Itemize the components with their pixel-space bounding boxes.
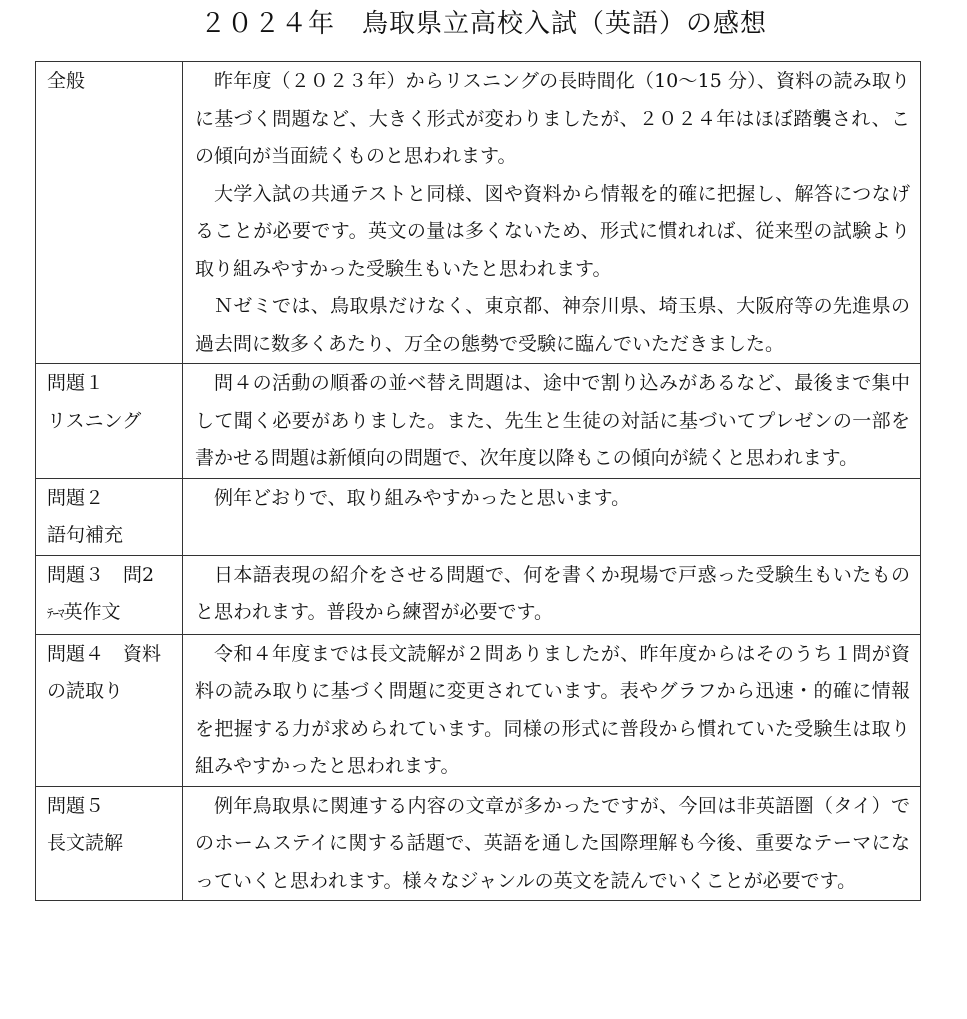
table-row [36, 364, 921, 479]
section-body [183, 364, 921, 479]
section-body [183, 786, 921, 901]
section-label-line [47, 594, 176, 634]
paragraph: 大学入試の共通テストと同様、図や資料から情報を的確に把握し、解答につなげることが必要です。英文の量は多くないため、形式に慣れれば、従来型の試験より取り組みやすかった受験生もいたと思われます。 [195, 182, 910, 280]
section-label-line: の読取り [47, 680, 124, 702]
section-label-line: リスニング [47, 409, 142, 432]
section-label-small: ﾃｰﾏ [47, 607, 64, 622]
review-table [35, 61, 921, 901]
section-label [36, 555, 183, 634]
table-row [36, 786, 921, 901]
paragraph: 令和４年度までは長文読解が２問ありましたが、昨年度からはそのうち１問が資料の読み取りに基づく問題に変更されています。表やグラフから迅速・的確に情報を把握する力が求められています。同様の形式に普段から慣れていた受験生は取り組みやすかったと思われます。 [195, 642, 910, 777]
table-row [36, 555, 921, 634]
section-label-line: 問題２ [47, 486, 105, 509]
paragraph: 問４の活動の順番の並べ替え問題は、途中で割り込みがあるなど、最後まで集中して聞く必要がありました。また、先生と生徒の対話に基づいてプレゼンの一部を書かせる問題は新傾向の問題で、次年度以降もこの傾向が続くと思われます。 [195, 372, 910, 469]
page-title: ２０２４年 鳥取県立高校入試（英語）の感想 [199, 9, 767, 39]
paragraph: Ｎゼミでは、鳥取県だけなく、東京都、神奈川県、埼玉県、大阪府等の先進県の過去問に数多くあたり、万全の態勢で受験に臨んでいただきました。 [195, 295, 910, 355]
section-label [36, 364, 183, 479]
section-label-line: 問題４ 資料 [47, 642, 162, 665]
section-body [183, 478, 921, 555]
table-row [36, 62, 921, 364]
section-label-line: 問題１ [47, 372, 105, 394]
table-row [36, 634, 921, 786]
paragraph: 例年鳥取県に関連する内容の文章が多かったですが、今回は非英語圏（タイ）でのホームステイに関する話題で、英語を通した国際理解も今後、重要なテーマになっていくと思われます。様々なジャンルの英文を読んでいくことが必要です。 [195, 794, 910, 892]
section-label-line: 問題３ 問2 [47, 563, 155, 586]
paragraph: 昨年度（２０２３年）からリスニングの長時間化（10～15 分）、資料の読み取りに基づく問題など、大きく形式が変わりましたが、２０２４年はほぼ踏襲され、この傾向が当面続くものと思われます。 [195, 70, 910, 167]
section-body [183, 62, 921, 364]
section-label-line: 語句補充 [47, 524, 124, 546]
section-body [183, 634, 921, 786]
section-label-line: 問題５ [47, 794, 105, 817]
section-label-rest: 英作文 [63, 601, 121, 623]
section-label [36, 478, 183, 555]
section-label-line: 長文読解 [47, 832, 124, 854]
section-label [36, 634, 183, 786]
section-body [183, 555, 921, 634]
section-label-line: 全般 [47, 70, 86, 92]
section-label [36, 786, 183, 901]
table-row [36, 478, 921, 555]
section-label [36, 62, 183, 364]
paragraph: 日本語表現の紹介をさせる問題で、何を書くか現場で戸惑った受験生もいたものと思われます。普段から練習が必要です。 [195, 563, 910, 623]
paragraph: 例年どおりで、取り組みやすかったと思います。 [214, 486, 631, 509]
